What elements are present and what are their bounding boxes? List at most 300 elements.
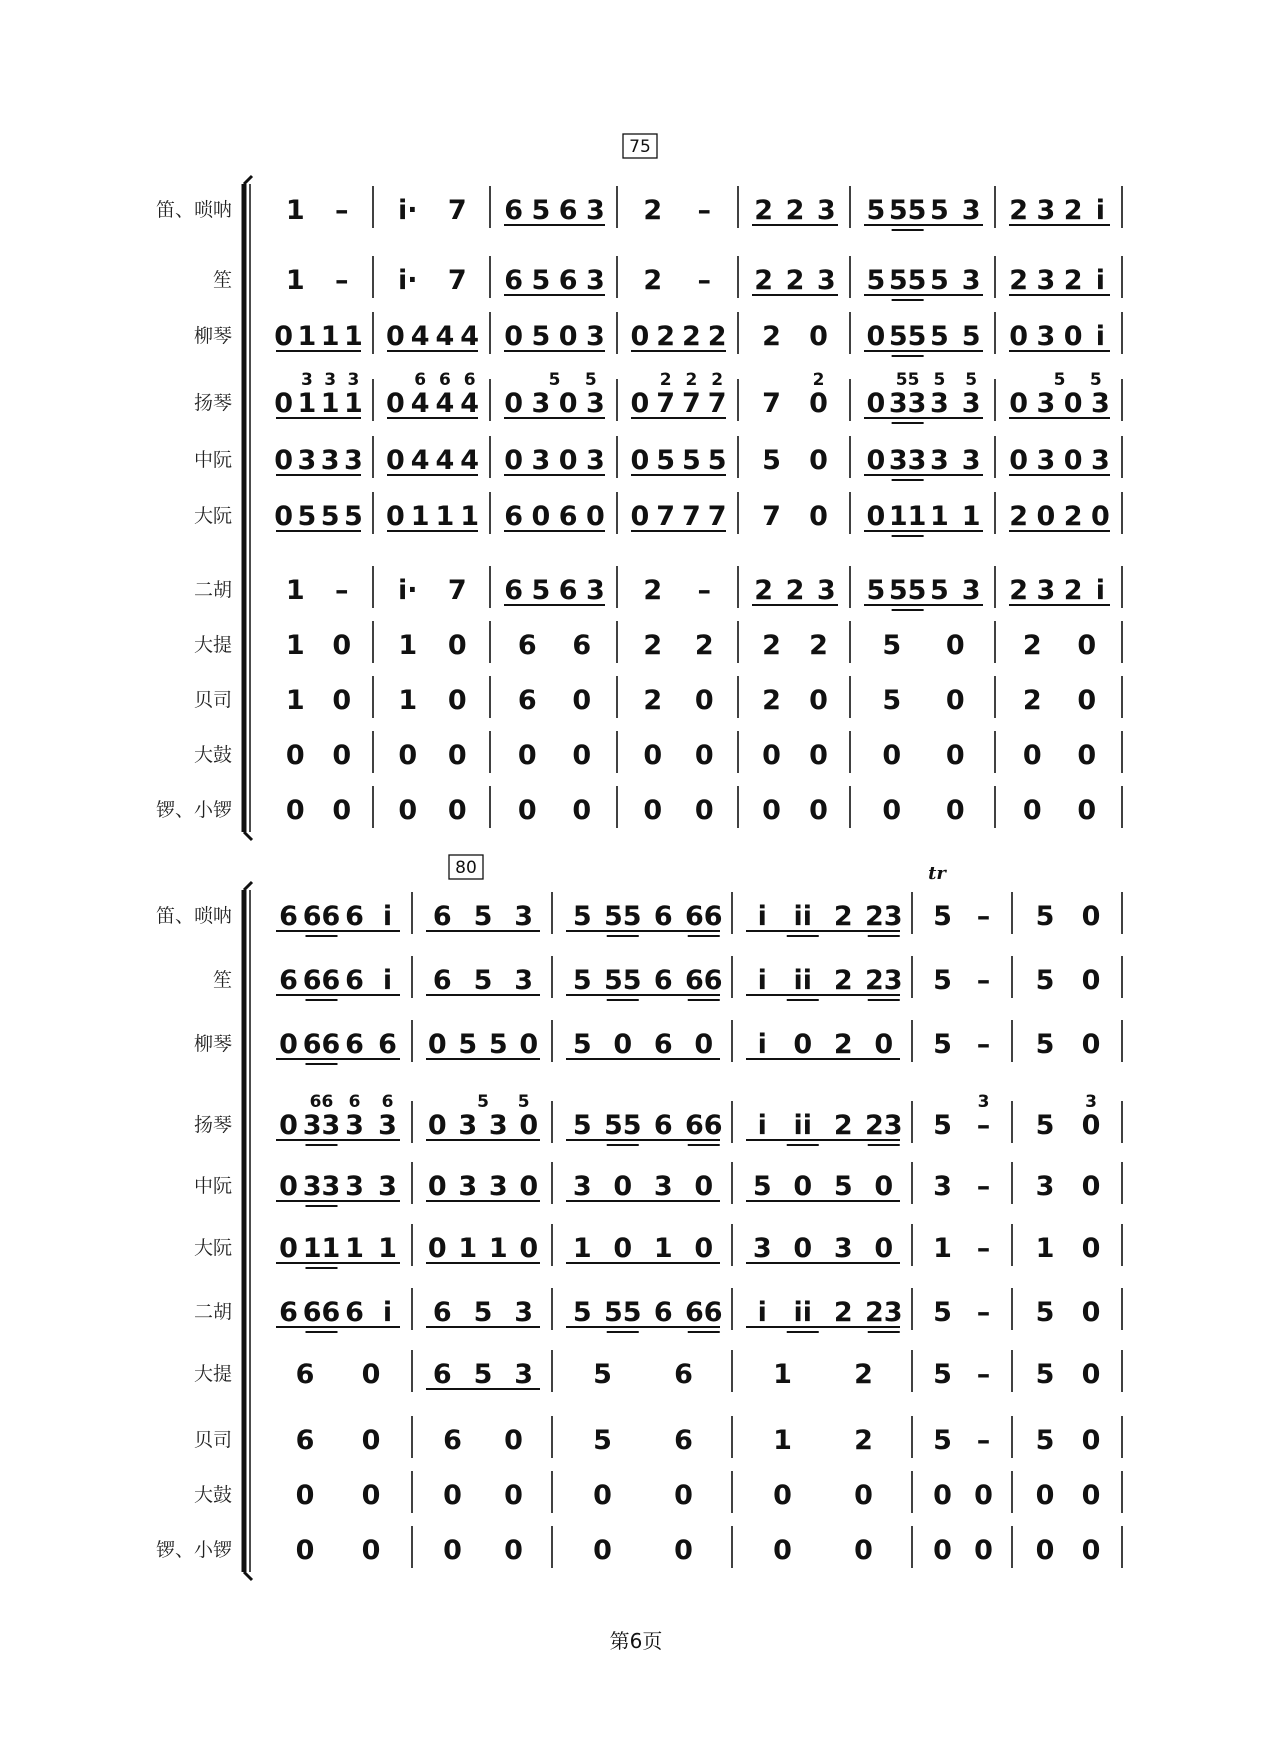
note: 1 [320,388,340,419]
note: 3 [488,1110,508,1141]
note: 0 [809,501,828,532]
note: 1 [1035,1233,1055,1264]
note: 2 [643,685,663,716]
note: 0 [1009,321,1029,352]
instrument-label: 大阮 [193,1237,232,1259]
note: i [757,1110,767,1141]
note: – [976,1171,991,1202]
rehearsal-mark: 80 [455,858,477,878]
note: 5 [297,501,317,532]
note: 3 [1036,321,1056,352]
note: 2 [762,685,781,716]
note: 66 [684,965,723,996]
note: 6 [504,265,524,296]
note: 5 [933,965,952,996]
note: 4 [435,321,455,352]
note: 1 [961,501,981,532]
note: 1 [460,501,480,532]
note: 6 [432,1359,452,1390]
note: 6 [653,1297,673,1328]
note: 6 [653,965,673,996]
note: 0 [385,445,405,476]
note: 3 [961,445,981,476]
note: 0 [279,1233,298,1264]
note: 2 [1022,630,1042,661]
note: 3 [378,1110,397,1141]
note: – [976,1029,991,1060]
note: 0 [585,501,605,532]
note: 1 [410,501,430,532]
note: 2 [1009,501,1029,532]
note: 5 [707,445,727,476]
note: 5 [961,321,981,352]
note: 5 [473,1297,493,1328]
note: 0 [854,1480,873,1511]
note: i [757,1297,767,1328]
note: 1 [435,501,455,532]
note: 1 [653,1233,673,1264]
note: 0 [447,685,467,716]
instrument-label: 笙 [212,269,232,291]
note: 0 [643,795,663,826]
note: 55 [888,575,927,606]
note: 6 [653,1029,673,1060]
upper-note: 2 [659,370,672,390]
note: 2 [854,1425,873,1456]
note: 5 [488,1029,508,1060]
note: 2 [833,1029,853,1060]
note: 0 [443,1480,462,1511]
note: i [1095,195,1106,226]
instrument-label: 二胡 [193,579,232,601]
note: 5 [1035,965,1055,996]
note: 0 [295,1535,315,1566]
note: 5 [866,265,886,296]
note: 0 [504,445,524,476]
note: 1 [458,1233,478,1264]
note: 5 [593,1425,612,1456]
note: 33 [302,1171,341,1202]
note: 3 [345,1110,364,1141]
note: 6 [345,1029,364,1060]
note: i [1095,575,1106,606]
note: 33 [888,445,927,476]
upper-note: 3 [324,370,337,390]
upper-note: 55 [895,370,920,390]
upper-note: 6 [381,1092,394,1112]
note: – [697,195,711,226]
note: 0 [504,1480,523,1511]
note: 1 [285,195,305,226]
note: 7 [681,388,701,419]
note: 6 [558,195,578,226]
note: 6 [443,1425,462,1456]
upper-note: 5 [548,370,561,390]
note: 5 [1035,1359,1055,1390]
note: 5 [762,445,781,476]
note: 3 [514,965,534,996]
note: 0 [1077,630,1097,661]
note: 1 [285,575,305,606]
note: 0 [593,1535,612,1566]
note: 0 [427,1171,447,1202]
note: 0 [274,501,294,532]
note: 5 [866,575,886,606]
instrument-label: 笛、唢呐 [155,905,232,927]
note: 66 [302,1297,341,1328]
note: 3 [488,1171,508,1202]
note: 1 [398,630,418,661]
note: 0 [882,795,902,826]
note: 0 [694,740,714,771]
note: 2 [707,321,727,352]
note: 0 [630,321,650,352]
note: 6 [432,901,452,932]
note: 5 [320,501,340,532]
note: 0 [933,1535,952,1566]
note: 0 [793,1233,813,1264]
note: 3 [961,388,981,419]
note: 0 [572,685,592,716]
note: 3 [1035,1171,1055,1202]
note: 6 [653,1110,673,1141]
note: 0 [447,740,467,771]
note: 3 [531,445,551,476]
note: 3 [653,1171,673,1202]
note: 3 [961,575,981,606]
note: 0 [274,321,294,352]
note: 3 [1036,195,1056,226]
note: 0 [295,1480,315,1511]
note: 0 [809,685,828,716]
note: 0 [773,1480,792,1511]
note: 6 [558,265,578,296]
note: 0 [974,1480,993,1511]
note: 3 [833,1233,853,1264]
note: 5 [929,265,949,296]
note: 6 [295,1359,315,1390]
note: 2 [833,1297,853,1328]
note: 0 [762,740,781,771]
note: 66 [684,1110,723,1141]
note: 0 [613,1171,633,1202]
note: 0 [572,740,592,771]
note: i· [397,265,418,296]
note: 0 [866,321,886,352]
note: 5 [572,1029,592,1060]
note: 0 [1081,1171,1101,1202]
note: 0 [1022,795,1042,826]
note: 5 [833,1171,853,1202]
note: 0 [1081,1110,1101,1141]
note: 0 [361,1480,381,1511]
note: 6 [504,501,524,532]
note: 6 [345,1297,364,1328]
note: 0 [285,740,305,771]
note: 1 [572,1233,592,1264]
note: 5 [656,445,676,476]
note: – [976,1233,991,1264]
note: 0 [1035,1535,1055,1566]
note: 0 [519,1233,539,1264]
note: 0 [1081,1029,1101,1060]
note: 0 [674,1480,693,1511]
note: 4 [435,388,455,419]
note: 3 [1090,388,1110,419]
note: ii [793,1110,813,1141]
note: 7 [762,388,781,419]
note: 0 [279,1110,298,1141]
note: 0 [809,321,828,352]
note: 0 [519,1029,539,1060]
note: 3 [585,321,605,352]
note: 3 [514,1297,534,1328]
note: 4 [410,388,430,419]
upper-note: 6 [438,370,451,390]
note: 1 [773,1425,792,1456]
note: 1 [773,1359,792,1390]
note: 3 [585,388,605,419]
note: 3 [752,1233,772,1264]
note: 0 [866,388,886,419]
note: 0 [519,1110,539,1141]
note: 55 [603,901,642,932]
note: 2 [643,265,663,296]
note: 0 [361,1535,381,1566]
upper-note: 5 [965,370,978,390]
note: 0 [285,795,305,826]
note: 2 [754,265,774,296]
note: 0 [694,685,714,716]
instrument-label: 大鼓 [193,744,232,766]
note: 5 [933,1110,952,1141]
note: 0 [694,1233,714,1264]
instrument-label: 大阮 [193,505,232,527]
note: 0 [874,1233,894,1264]
note: 6 [674,1359,693,1390]
instrument-label: 中阮 [193,449,232,471]
note: 3 [816,195,836,226]
note: 6 [558,501,578,532]
note: 6 [558,575,578,606]
note: 4 [460,388,480,419]
note: i [382,1297,393,1328]
note: 7 [447,195,467,226]
note: 1 [343,321,363,352]
note: 0 [1063,388,1083,419]
note: 33 [888,388,927,419]
note: 3 [585,445,605,476]
note: 0 [793,1029,813,1060]
note: i [757,965,767,996]
note: 0 [593,1480,612,1511]
note: 0 [854,1535,873,1566]
note: 5 [1035,1297,1055,1328]
note: 0 [332,630,352,661]
note: 0 [443,1535,462,1566]
note: – [697,575,711,606]
note: 0 [809,795,828,826]
note: 0 [674,1535,693,1566]
note: 2 [643,575,663,606]
note: 1 [488,1233,508,1264]
note: 1 [297,321,317,352]
note: 0 [933,1480,952,1511]
instrument-label: 贝司 [193,689,232,711]
instrument-label: 二胡 [193,1301,232,1323]
note: 55 [603,1110,642,1141]
instrument-label: 锣、小锣 [155,1539,232,1561]
note: 1 [320,321,340,352]
note: 23 [864,901,903,932]
note: 5 [1035,1425,1055,1456]
note: 5 [866,195,886,226]
note: 0 [427,1110,447,1141]
note: 2 [1063,575,1083,606]
upper-note: 3 [300,370,313,390]
upper-note: 2 [685,370,698,390]
instrument-label: 中阮 [193,1175,232,1197]
note: 4 [460,445,480,476]
note: 1 [933,1233,952,1264]
note: 23 [864,1110,903,1141]
note: 0 [427,1233,447,1264]
note: 0 [866,501,886,532]
note: 0 [361,1425,381,1456]
upper-note: 3 [1085,1092,1097,1112]
note: 5 [531,265,551,296]
upper-note: 5 [1089,370,1102,390]
note: 1 [285,685,305,716]
note: 0 [279,1029,298,1060]
note: 6 [504,195,524,226]
note: 0 [762,795,781,826]
note: 5 [882,630,902,661]
note: 0 [773,1535,792,1566]
note: 0 [1009,388,1029,419]
note: 7 [707,388,727,419]
note: 2 [1063,195,1083,226]
note: 0 [945,795,965,826]
score-system-1 [156,134,1122,840]
note: 5 [752,1171,772,1202]
note: 0 [694,1029,714,1060]
note: 0 [1081,901,1101,932]
note: 0 [517,740,537,771]
note: i [382,965,393,996]
note: 5 [681,445,701,476]
upper-note: 3 [977,1092,990,1112]
rehearsal-mark: 75 [629,137,651,157]
note: 2 [643,630,663,661]
note: 3 [929,388,949,419]
upper-note: 3 [347,370,360,390]
note: 3 [514,901,534,932]
note: 4 [410,321,430,352]
note: 2 [694,630,714,661]
note: 5 [343,501,363,532]
note: 3 [585,195,605,226]
note: 0 [1077,795,1097,826]
upper-note: 5 [933,370,946,390]
note: 2 [643,195,663,226]
note: i [757,1029,767,1060]
note: 3 [961,195,981,226]
note: 5 [531,575,551,606]
page-number: 第6页 [609,1629,663,1653]
note: 0 [274,388,294,419]
note: 0 [447,795,467,826]
note: 0 [945,685,965,716]
note: 55 [603,1297,642,1328]
note: 66 [684,1297,723,1328]
note: 7 [656,501,676,532]
instrument-label: 笛、唢呐 [155,199,232,221]
note: 3 [1036,445,1056,476]
note: 2 [1009,195,1029,226]
note: 3 [320,445,340,476]
note: 0 [1081,1535,1101,1566]
note: 0 [517,795,537,826]
note: 6 [572,630,592,661]
note: 7 [681,501,701,532]
note: 0 [1035,1480,1055,1511]
note: 0 [874,1029,894,1060]
note: 0 [866,445,886,476]
note: 5 [933,901,952,932]
trill-mark: tr [928,863,946,884]
note: 3 [343,445,363,476]
note: 5 [1035,1029,1055,1060]
note: ii [793,965,813,996]
note: 3 [297,445,317,476]
note: 4 [410,445,430,476]
note: 5 [933,1425,952,1456]
note: 7 [656,388,676,419]
upper-note: 66 [309,1092,334,1112]
note: 0 [694,795,714,826]
note: 0 [504,321,524,352]
upper-note: 6 [414,370,427,390]
note: 1 [378,1233,397,1264]
note: 66 [302,965,341,996]
note: 55 [603,965,642,996]
note: 2 [785,265,805,296]
instrument-label: 锣、小锣 [155,799,232,821]
note: 3 [816,575,836,606]
note: 2 [1009,575,1029,606]
note: 0 [945,630,965,661]
note: 0 [1063,321,1083,352]
note: 6 [345,965,364,996]
note: 0 [504,1535,523,1566]
note: 0 [613,1233,633,1264]
note: 0 [531,501,551,532]
note: 5 [929,575,949,606]
note: 5 [572,1297,592,1328]
note: 6 [653,901,673,932]
note: 0 [793,1171,813,1202]
instrument-label: 贝司 [193,1429,232,1451]
note: 5 [473,1359,493,1390]
note: i [757,901,767,932]
note: 5 [1035,901,1055,932]
note: 0 [385,501,405,532]
note: 0 [630,388,650,419]
note: 1 [343,388,363,419]
note: i [1095,321,1106,352]
note: 4 [435,445,455,476]
